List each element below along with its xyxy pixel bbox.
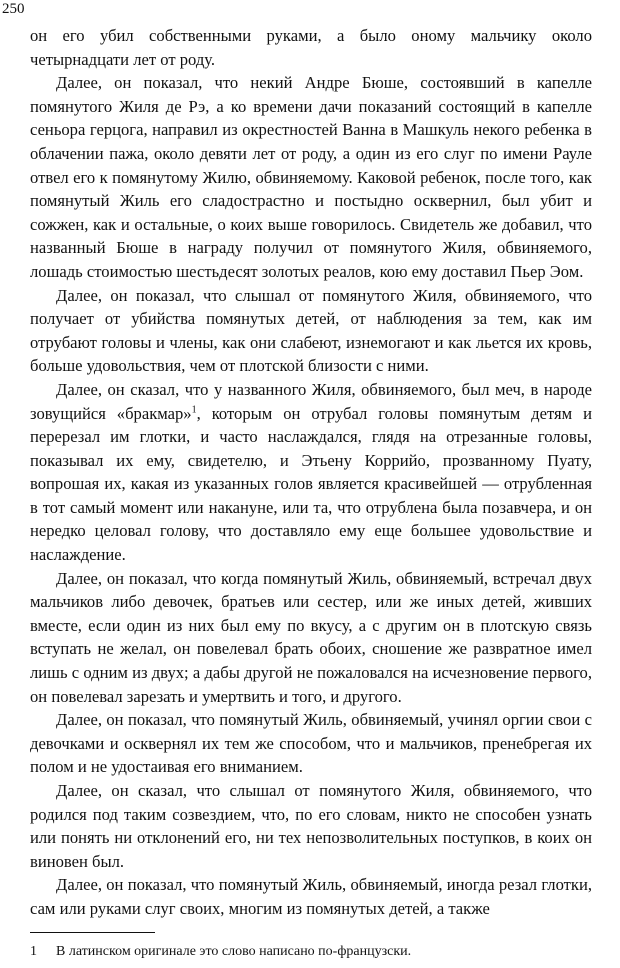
paragraph-7: Далее, он сказал, что слышал от помянутого Жиля, обвиняемого, что родился под таким созвездием, что, по его словам, никто не способен узнать или понять ни отклонений его, ни тех непозволительных поступков, в коих он виновен был. xyxy=(30,781,592,871)
paragraph-3: Далее, он показал, что слышал от помянутого Жиля, обвиняемого, что получает от убийства помянутых детей, от наблюдения за тем, как им отрубают головы и члены, как они слабеют, изнемогают и как льется их кровь, больше удовольствия, чем от плотской близости с ними. xyxy=(30,285,592,376)
footnote-separator xyxy=(30,932,155,933)
footnote-reference: 1 xyxy=(191,403,197,415)
body-text xyxy=(30,24,592,921)
footnote-number: 1 xyxy=(30,944,37,959)
paragraph-5: Далее, он показал, что когда помянутый Жиль, обвиняемый, встречал двух мальчиков либо девочек, братьев или сестер, или же иных детей, живших вместе, если один из них был ему по вкусу, а с другим он в плотскую связь вступать не желал, он повелевал брать обоих, сношение же развратное имел лишь с одним из двух; а дабы другой не пожаловался на исчезновение первого, он повелевал зарезать и умертвить и того, и другого. xyxy=(30,568,592,706)
page-number: 250 xyxy=(2,1,25,17)
footnote-text: В латинском оригинале это слово написано по-французски. xyxy=(56,944,412,959)
paragraph-8: Далее, он показал, что помянутый Жиль, обвиняемый, иногда резал глотки, сам или руками слуг своих, многим из помянутых детей, а также xyxy=(30,875,592,918)
paragraph-4-text-before: Далее, он сказал, что у названного Жиля, обвиняемого, был меч, в народе зовущийся «бракмар» xyxy=(30,379,592,423)
paragraph-6: Далее, он показал, что помянутый Жиль, обвиняемый, учинял оргии свои с девочками и осквернял их тем же способом, что и мальчиков, пренебрегая их полом и не удостаивая его вниманием. xyxy=(30,710,592,777)
paragraph-2: Далее, он показал, что некий Андре Бюше, состоявший в капелле помянутого Жиля де Рэ, а ко времени дачи показаний состоящий в капелле сеньора герцога, направил из окрестностей Ванна в Машкуль некого ребенка в облачении пажа, около девяти лет от роду, а один из его слуг по имени Рауле отвел его к помянутому Жилю, обвиняемому. Каковой ребенок, после того, как помянутый Жиль его сладострастно и постыдно осквернил, был убит и сожжен, как и остальные, о коих выше говорилось. Свидетель же добавил, что названный Бюше в награду получил от помянутого Жиля, обвиняемого, лошадь стоимостью шестьдесят золотых реалов, кою ему доставил Пьер Эом. xyxy=(30,73,592,281)
paragraph-1: он его убил собственными руками, а было оному мальчику около четырнадцати лет от роду. xyxy=(30,26,592,69)
paragraph-4-text-after: , которым он отрубал головы помянутым детям и перерезал им глотки, и часто наслаждался, глядя на отрезанные головы, показывал их ему, свидетелю, и Этьену Коррийо, прозванному Пуату, вопрошая их, какая из указанных голов является красивейшей — отрубленная в тот самый момент или накануне, или та, что отрублена была позавчера, и он нередко целовал голову, что доставляло ему еще большее удовольствие и наслаждение. xyxy=(30,403,592,565)
footnote xyxy=(30,943,592,961)
paragraph-4 xyxy=(30,378,592,567)
